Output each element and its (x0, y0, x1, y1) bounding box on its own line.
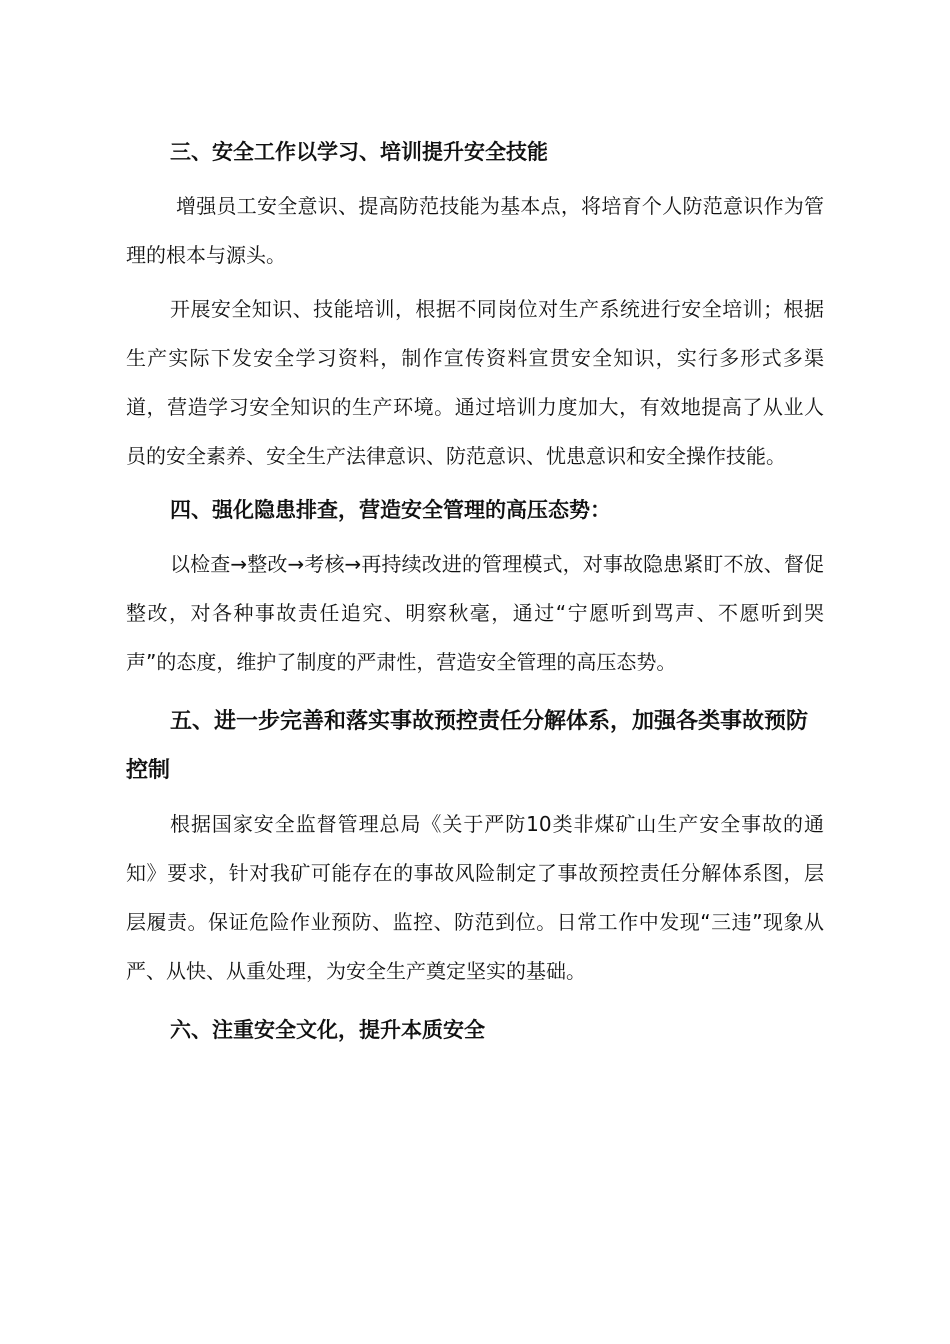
section-heading-4: 四、强化隐患排查，营造安全管理的高压态势： (170, 498, 611, 522)
document-page (126, 128, 824, 1055)
section-heading-6: 六、注重安全文化，提升本质安全 (170, 1018, 485, 1042)
section-heading-3: 三、安全工作以学习、培训提升安全技能 (170, 140, 548, 164)
section-3-paragraph-2: 开展安全知识、技能培训，根据不同岗位对生产系统进行安全培训；根据生产实际下发安全学习资料，制作宣传资料宣贯安全知识，实行多形式多渠道，营造学习安全知识的生产环境。通过培训力度加大，有效地提高了从业人员的安全素养、安全生产法律意识、防范意识、忧患意识和安全操作技能。 (126, 297, 824, 468)
section-3-paragraph-1: 增强员工安全意识、提高防范技能为基本点，将培育个人防范意识作为管理的根本与源头。 (126, 194, 824, 267)
section-5-paragraph-1: 根据国家安全监督管理总局《关于严防10类非煤矿山生产安全事故的通知》要求，针对我矿可能存在的事故风险制定了事故预控责任分解体系图，层层履责。保证危险作业预防、监控、防范到位。日常工作中发现“三违”现象从严、从快、从重处理，为安全生产奠定坚实的基础。 (126, 812, 824, 983)
section-heading-5: 五、进一步完善和落实事故预控责任分解体系，加强各类事故预防控制 (126, 709, 809, 783)
section-4-paragraph-1: 以检查→整改→考核→再持续改进的管理模式，对事故隐患紧盯不放、督促整改，对各种事故责任追究、明察秋毫，通过“宁愿听到骂声、不愿听到哭声”的态度，维护了制度的严肃性，营造安全管理的高压态势。 (126, 552, 824, 674)
